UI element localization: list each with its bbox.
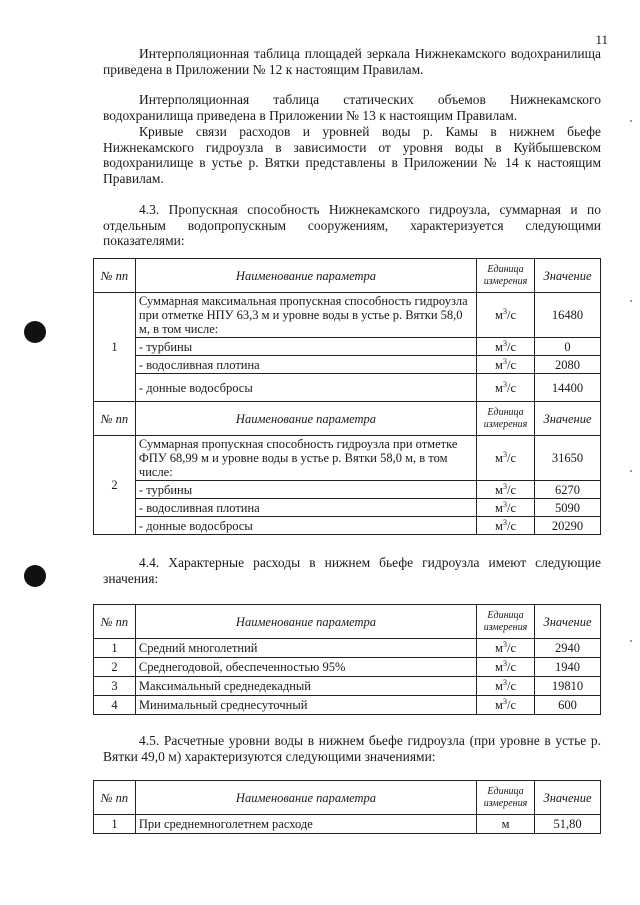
table-row	[94, 293, 601, 338]
scan-speck	[630, 120, 632, 122]
row-unit: $м^3/с$	[477, 374, 535, 402]
row-unit: $м^3/с$	[477, 436, 535, 481]
row-value: 6270	[535, 481, 601, 499]
row-unit: $м^3/с$	[477, 677, 535, 696]
header-unit: Единица измерения	[477, 259, 535, 293]
table-row	[94, 815, 601, 834]
table-row	[94, 499, 601, 517]
punch-hole	[24, 565, 46, 587]
page-number: 11	[595, 32, 608, 47]
header-num: № пп	[94, 402, 136, 436]
row-num: 4	[94, 696, 136, 715]
scan-speck	[630, 640, 632, 642]
table-row	[94, 517, 601, 535]
row-value: 1940	[535, 658, 601, 677]
header-unit: Единица измерения	[477, 781, 535, 815]
scan-speck	[630, 470, 632, 472]
row-value: 19810	[535, 677, 601, 696]
row-unit: $м^3/с$	[477, 639, 535, 658]
row-value: 2080	[535, 356, 601, 374]
discharge-table	[93, 604, 601, 715]
table-row	[94, 374, 601, 402]
row-num: 2	[94, 436, 136, 535]
row-unit: $м^3/с$	[477, 658, 535, 677]
header-unit: Единица измерения	[477, 402, 535, 436]
table-header-row	[94, 259, 601, 293]
row-name: - водосливная плотина	[135, 356, 476, 374]
row-value: 2940	[535, 639, 601, 658]
paragraph-appendix-12: Интерполяционная таблица площадей зеркала Нижнекамского водохранилища приведена в Приложении № 12 к настоящим Правилам.	[103, 46, 601, 77]
row-unit: $м^3/с$	[477, 499, 535, 517]
levels-table	[93, 780, 601, 834]
row-name: - водосливная плотина	[135, 499, 476, 517]
table-row	[94, 356, 601, 374]
row-value: 51,80	[535, 815, 601, 834]
row-num: 1	[94, 639, 136, 658]
row-name: Среднегодовой, обеспеченностью 95%	[135, 658, 476, 677]
table-row	[94, 436, 601, 481]
table-row	[94, 677, 601, 696]
row-value: 20290	[535, 517, 601, 535]
paragraph-appendix-14: Кривые связи расходов и уровней воды р. Камы в нижнем бьефе Нижнекамского гидроузла в зависимости от уровня воды в Куйбышевском водохранилище в устье р. Вятки представлены в Приложении № 14 к настоящим Правилам.	[103, 124, 601, 186]
header-num: № пп	[94, 605, 136, 639]
row-name: Минимальный среднесуточный	[135, 696, 476, 715]
row-num: 1	[94, 293, 136, 402]
paragraph-4-5: 4.5. Расчетные уровни воды в нижнем бьефе гидроузла (при уровне в устье р. Вятки 49,0 м) характеризуются следующими значениями:	[103, 733, 601, 764]
header-name: Наименование параметра	[135, 402, 476, 436]
row-num: 3	[94, 677, 136, 696]
row-name: - донные водосбросы	[135, 374, 476, 402]
header-name: Наименование параметра	[135, 605, 476, 639]
row-name: - турбины	[135, 338, 476, 356]
row-unit: $м^3/с$	[477, 481, 535, 499]
row-unit: $м^3/с$	[477, 696, 535, 715]
row-name: При среднемноголетнем расходе	[135, 815, 476, 834]
header-name: Наименование параметра	[135, 781, 476, 815]
row-unit: $м^3/с$	[477, 356, 535, 374]
row-name: - донные водосбросы	[135, 517, 476, 535]
header-name: Наименование параметра	[135, 259, 476, 293]
paragraph-4-3: 4.3. Пропускная способность Нижнекамского гидроузла, суммарная и по отдельным водопропускным сооружениям, характеризуется следующими показателями:	[103, 202, 601, 249]
row-name: Максимальный среднедекадный	[135, 677, 476, 696]
table-header-row	[94, 402, 601, 436]
header-value: Значение	[535, 605, 601, 639]
row-name: Средний многолетний	[135, 639, 476, 658]
table-row	[94, 481, 601, 499]
row-num: 1	[94, 815, 136, 834]
row-value: 14400	[535, 374, 601, 402]
table-row	[94, 658, 601, 677]
header-unit: Единица измерения	[477, 605, 535, 639]
header-value: Значение	[535, 259, 601, 293]
row-value: 5090	[535, 499, 601, 517]
punch-hole	[24, 321, 46, 343]
capacity-table	[93, 258, 601, 535]
row-value: 600	[535, 696, 601, 715]
header-num: № пп	[94, 259, 136, 293]
table-row	[94, 338, 601, 356]
table-row	[94, 639, 601, 658]
row-name: Суммарная максимальная пропускная способность гидроузла при отметке НПУ 63,3 м и уровне воды в устье р. Вятки 58,0 м, в том числе:	[135, 293, 476, 338]
row-unit: м	[477, 815, 535, 834]
table-row	[94, 696, 601, 715]
table-header-row	[94, 781, 601, 815]
row-name: Суммарная пропускная способность гидроузла при отметке ФПУ 68,99 м и уровне воды в устье р. Вятки 58,0 м, в том числе:	[135, 436, 476, 481]
paragraph-appendix-13: Интерполяционная таблица статических объемов Нижнекамского водохранилища приведена в Приложении № 13 к настоящим Правилам.	[103, 92, 601, 123]
header-value: Значение	[535, 781, 601, 815]
row-unit: $м^3/с$	[477, 517, 535, 535]
scan-speck	[630, 300, 632, 302]
header-num: № пп	[94, 781, 136, 815]
row-unit: $м^3/с$	[477, 338, 535, 356]
header-value: Значение	[535, 402, 601, 436]
row-value: 0	[535, 338, 601, 356]
row-unit: $м^3/с$	[477, 293, 535, 338]
paragraph-4-4: 4.4. Характерные расходы в нижнем бьефе гидроузла имеют следующие значения:	[103, 555, 601, 586]
row-name: - турбины	[135, 481, 476, 499]
row-num: 2	[94, 658, 136, 677]
table-header-row	[94, 605, 601, 639]
row-value: 31650	[535, 436, 601, 481]
row-value: 16480	[535, 293, 601, 338]
